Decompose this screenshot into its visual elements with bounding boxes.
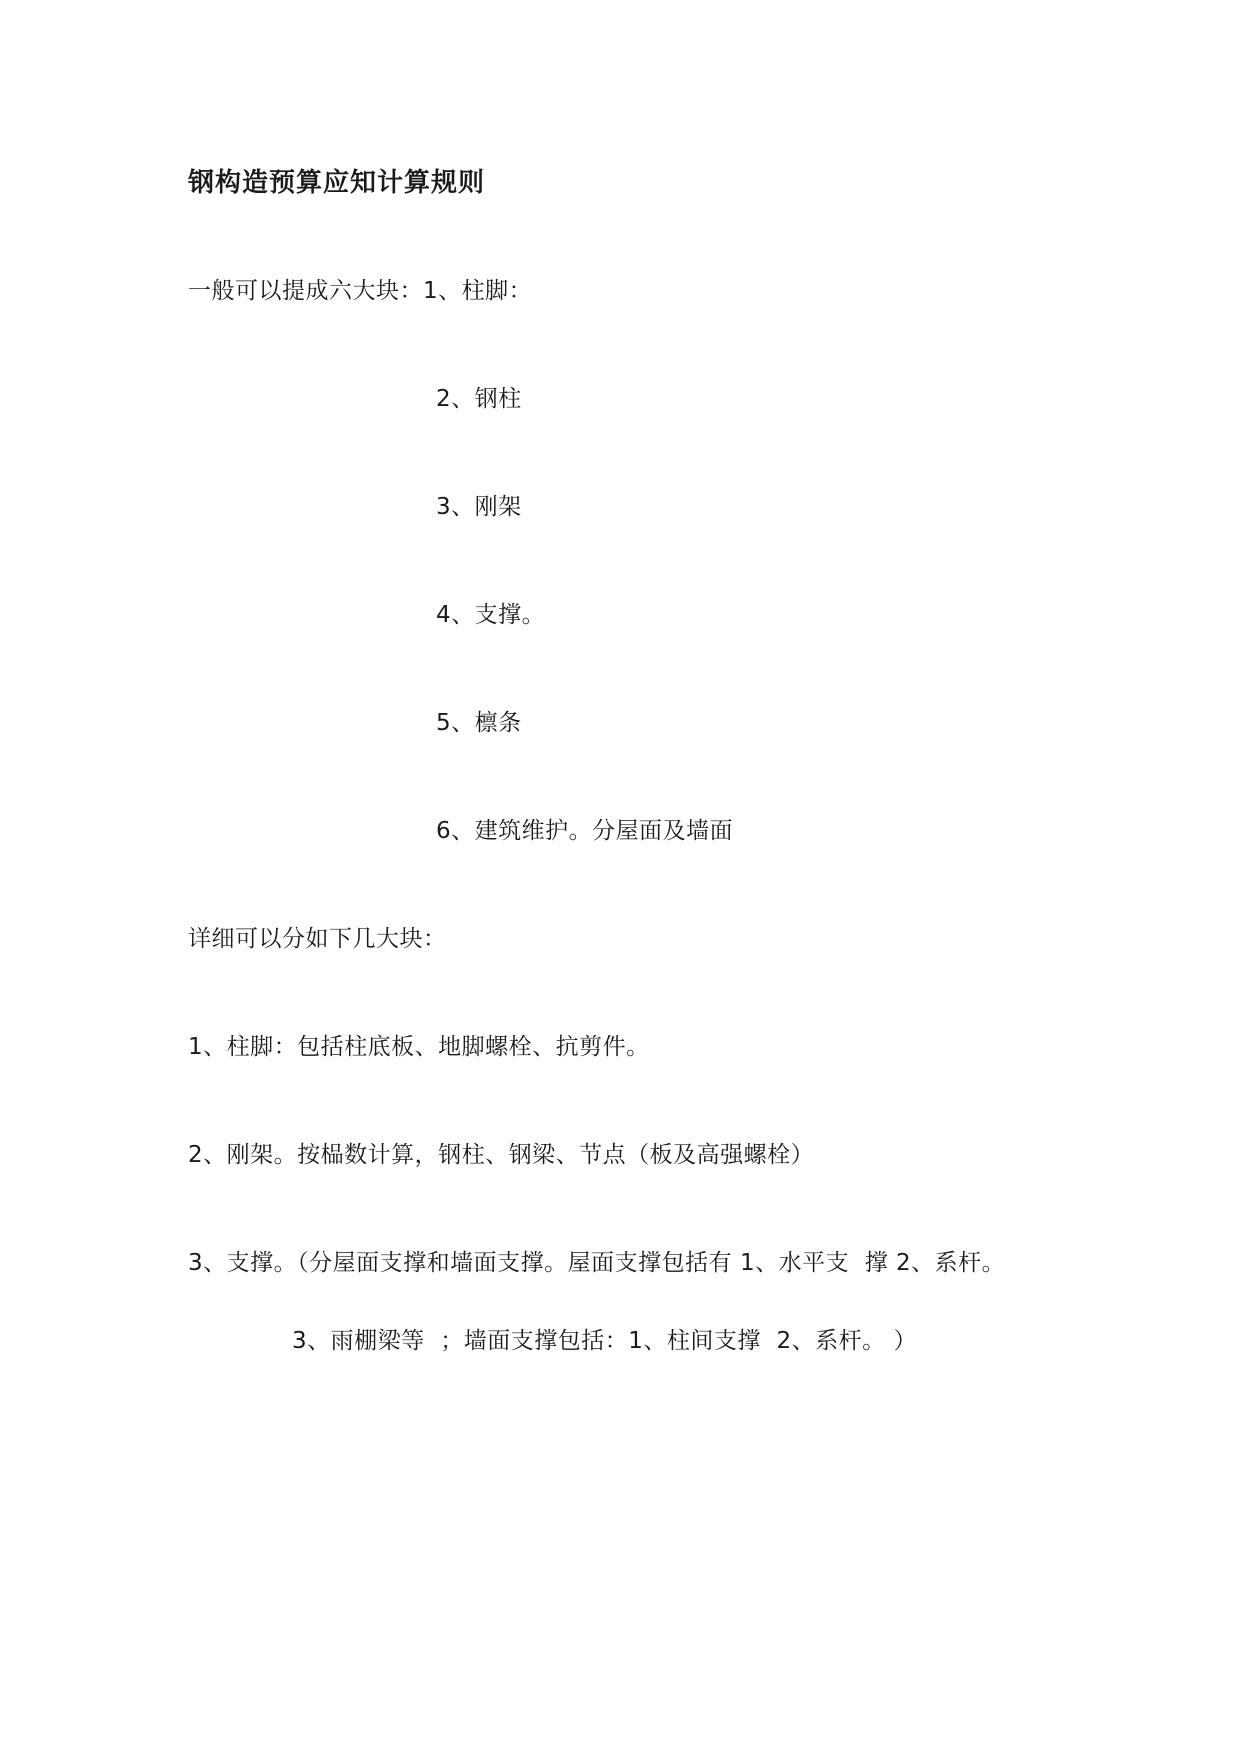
- document-title: 钢构造预算应知计算规则: [188, 168, 486, 198]
- detail-item: 3、支撑。（分屋面支撑和墙面支撑。屋面支撑包括有 1、水平支 撑 2、系杆。: [188, 1250, 1006, 1276]
- general-item: 4、支撑。: [436, 602, 546, 628]
- detail-item-continuation: 3、雨棚梁等 ；墙面支撑包括：1、柱间支撑 2、系杆。 ）: [292, 1328, 917, 1354]
- detail-intro: 详细可以分如下几大块：: [188, 926, 447, 952]
- general-item: 6、建筑维护。分屋面及墙面: [436, 818, 734, 844]
- detail-item: 2、刚架。按榀数计算，钢柱、钢梁、节点（板及高强螺栓）: [188, 1142, 815, 1168]
- general-item: 5、檩条: [436, 710, 522, 736]
- general-intro: 一般可以提成六大块：1、柱脚：: [188, 278, 533, 304]
- detail-item: 1、柱脚：包括柱底板、地脚螺栓、抗剪件。: [188, 1034, 650, 1060]
- general-item: 3、刚架: [436, 494, 522, 520]
- general-item: 2、钢柱: [436, 386, 522, 412]
